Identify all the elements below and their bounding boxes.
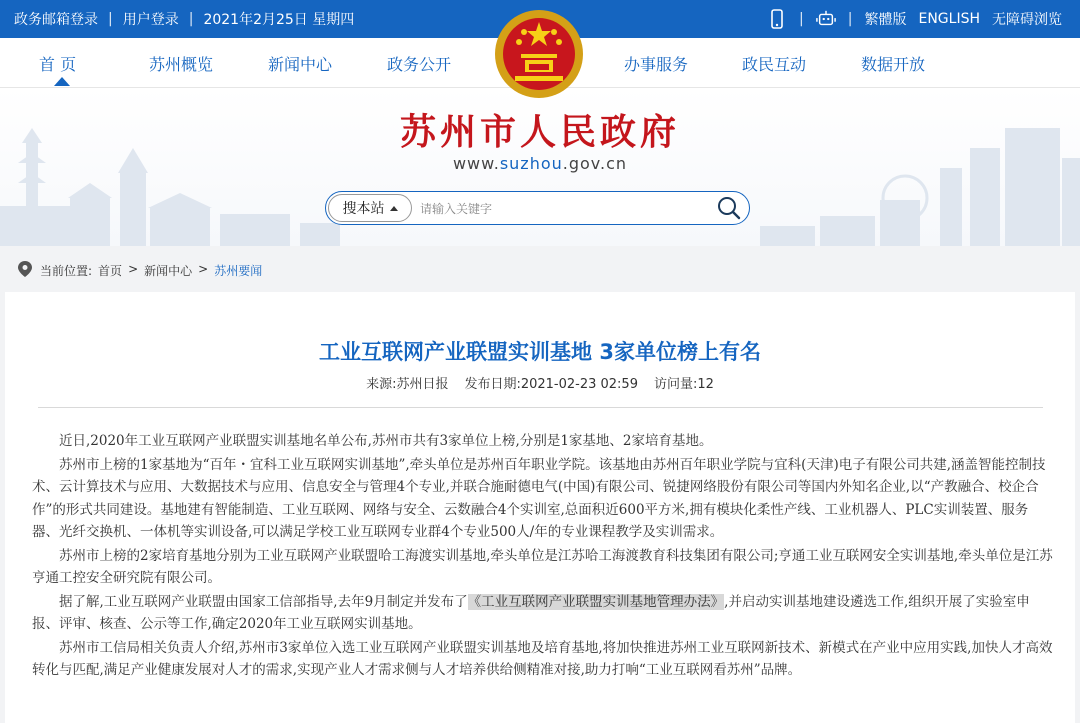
breadcrumb-current[interactable]: 苏州要闻 xyxy=(214,264,263,278)
breadcrumb xyxy=(0,246,1080,292)
mobile-icon[interactable] xyxy=(767,8,787,30)
divider: | xyxy=(799,11,804,27)
breadcrumb-separator: > xyxy=(198,262,209,276)
article-views: 访问量:12 xyxy=(653,377,714,392)
article-card xyxy=(5,292,1075,723)
english-link[interactable]: ENGLISH xyxy=(918,11,980,27)
site-title: 苏州市人民政府 xyxy=(399,111,680,153)
search-scope-select[interactable] xyxy=(328,194,412,222)
nav-interaction[interactable]: 政民互动 xyxy=(742,55,807,74)
breadcrumb-home[interactable]: 首页 xyxy=(98,264,123,278)
article-meta xyxy=(5,373,1075,392)
active-nav-indicator xyxy=(54,77,70,86)
nav-news-center[interactable]: 新闻中心 xyxy=(268,55,333,74)
divider: | xyxy=(847,11,853,27)
gov-email-login-link[interactable]: 政务邮箱登录 xyxy=(14,12,98,28)
search-box xyxy=(325,191,750,225)
accessibility-link[interactable]: 无障碍浏览 xyxy=(992,12,1062,28)
divider: | xyxy=(188,11,194,27)
caret-up-icon xyxy=(390,206,398,211)
nav-services[interactable]: 办事服务 xyxy=(624,55,689,74)
divider xyxy=(38,407,1043,408)
national-emblem-icon xyxy=(493,8,585,100)
article-body xyxy=(32,430,1054,683)
paragraph: 苏州市上榜的2家培育基地分别为工业互联网产业联盟哈工海渡实训基地,牵头单位是江苏哈工海渡教育科技集团有限公司;亨通工业互联网安全实训基地,牵头单位是江苏亨通工控安全研究院有限公司。 xyxy=(32,547,1053,586)
divider: | xyxy=(108,11,113,27)
breadcrumb-label: 当前位置: xyxy=(40,264,93,278)
user-login-link[interactable]: 用户登录 xyxy=(122,12,179,28)
paragraph: 近日,2020年工业互联网产业联盟实训基地名单公布,苏州市共有3家单位上榜,分别是1家基地、2家培育基地。 xyxy=(59,433,713,449)
article-title: 工业互联网产业联盟实训基地 3家单位榜上有名 xyxy=(319,340,761,364)
location-pin-icon xyxy=(18,261,32,280)
robot-icon[interactable] xyxy=(816,8,836,30)
nav-government-affairs[interactable]: 政务公开 xyxy=(387,55,452,74)
breadcrumb-separator: > xyxy=(128,262,139,276)
article-date: 发布日期:2021-02-23 02:59 xyxy=(464,377,638,392)
site-url: www.suzhou.gov.cn xyxy=(452,154,628,173)
paragraph: 苏州市上榜的1家基地为“百年・宜科工业互联网实训基地”,牵头单位是苏州百年职业学院。该基地由苏州百年职业学院与宜科(天津)电子有限公司共建,涵盖智能控制技术、云计算技术与应用、大数据技术与应用、信息安全与管理4个专业,并联合施耐德电气(中国)有限公司、锐捷网络股份有限公司等国内外知名企业,以“产教融合、校企合作”的形式共同建设。基地建有智能制造、工业互联网、网络与安全、云数融合4个实训室,总面积近600平方米,拥有模块化柔性产线、工业机器人、PLC实训装置、服务器、光纤交换机、一体机等实训设备,可以满足学校工业互联网专业群4个专业500人/年的专业课程教学及实训需求。 xyxy=(32,456,1046,540)
current-date: 2021年2月25日 星期四 xyxy=(203,12,355,28)
nav-suzhou-overview[interactable]: 苏州概览 xyxy=(149,55,214,74)
search-input[interactable]: 请输入关键字 xyxy=(420,202,493,216)
search-icon[interactable] xyxy=(715,195,743,221)
site-banner xyxy=(0,88,1080,246)
breadcrumb-news-center[interactable]: 新闻中心 xyxy=(144,264,193,278)
nav-home[interactable]: 首 页 xyxy=(39,55,77,74)
paragraph: 苏州市工信局相关负责人介绍,苏州市3家单位入选工业互联网产业联盟实训基地及培育基地,将加快推进苏州工业互联网新技术、新模式在产业中应用实践,加快人才高效转化与匹配,满足产业健康发展对人才的需求,实现产业人才需求侧与人才培养供给侧精准对接,助力打响“工业互联网看苏州”品牌。 xyxy=(32,639,1053,678)
nav-open-data[interactable]: 数据开放 xyxy=(861,55,926,74)
search-scope-label: 搜本站 xyxy=(342,201,385,217)
paragraph: 据了解,工业互联网产业联盟由国家工信部指导,去年9月制定并发布了《工业互联网产业联盟实训基地管理办法》,并启动实训基地建设遴选工作,组织开展了实验室申报、评审、核查、公示等工作,确定2020年工业互联网实训基地。 xyxy=(32,593,1030,632)
traditional-chinese-link[interactable]: 繁體版 xyxy=(864,12,907,28)
article-source: 来源:苏州日报 xyxy=(366,377,449,392)
highlighted-text: 《工业互联网产业联盟实训基地管理办法》 xyxy=(467,593,725,610)
